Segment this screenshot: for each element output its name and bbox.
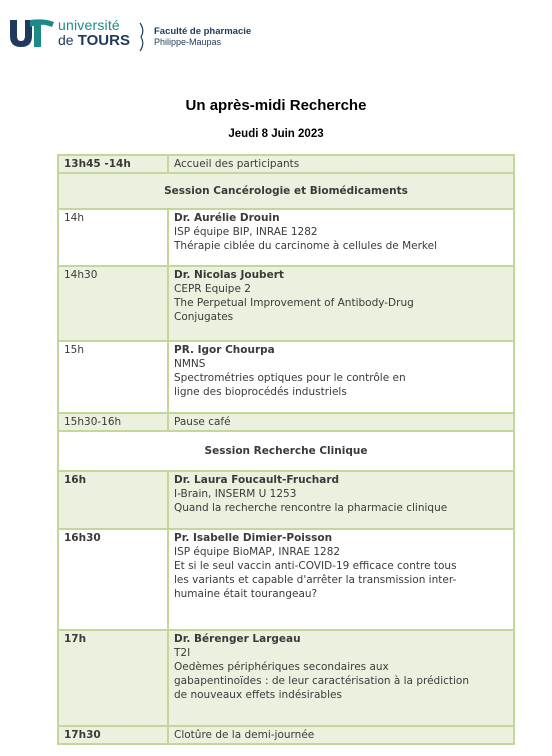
logo-tours-text: TOURS: [77, 32, 130, 49]
program-row: [58, 266, 514, 341]
separator-brace-icon: [139, 22, 147, 52]
page-title: Un après-midi Recherche: [185, 97, 367, 114]
faculty-name: Faculté de pharmacie: [154, 26, 252, 37]
speaker-name: Dr. Nicolas Joubert: [174, 269, 284, 281]
speaker-name: Dr. Bérenger Largeau: [174, 633, 301, 645]
program-row: [58, 471, 514, 529]
time-cell: 14h30: [58, 266, 168, 341]
talk-cell: [168, 341, 514, 413]
time-cell: 16h30: [58, 529, 168, 630]
time-cell: 14h: [58, 209, 168, 266]
talk-cell: [168, 630, 514, 726]
program-row: [58, 726, 514, 744]
talk-cell: [168, 471, 514, 529]
time-cell: 16h: [58, 471, 168, 529]
talk-title: The Perpetual Improvement of Antibody-Drug: [174, 297, 414, 309]
talk-title-cont: humaine était tourangeau?: [174, 588, 318, 600]
time-cell: 17h: [58, 630, 168, 726]
speaker-name: PR. Igor Chourpa: [174, 344, 275, 356]
talk-title-cont: Conjugates: [174, 311, 234, 323]
talk-title: Oedèmes périphériques secondaires aux: [174, 661, 389, 673]
program-row: [58, 413, 514, 431]
program-row: [58, 209, 514, 266]
speaker-affiliation: ISP équipe BIP, INRAE 1282: [174, 226, 318, 238]
speaker-affiliation: ISP équipe BioMAP, INRAE 1282: [174, 546, 341, 558]
activity-cell: Clotûre de la demi-journée: [168, 726, 514, 744]
time-cell: 15h: [58, 341, 168, 413]
program-row: [58, 155, 514, 173]
session-row: [58, 431, 514, 471]
program-row: [58, 630, 514, 726]
talk-title-cont: gabapentinoïdes : de leur caractérisation à la prédiction: [174, 675, 470, 687]
talk-cell: [168, 266, 514, 341]
activity-cell: Pause café: [168, 413, 514, 431]
speaker-affiliation: CEPR Equipe 2: [174, 283, 251, 295]
session-title: Session Cancérologie et Biomédicaments: [58, 173, 514, 209]
talk-title: Spectrométries optiques pour le contrôle en: [174, 372, 406, 384]
program-row: [58, 341, 514, 413]
time-cell: 15h30-16h: [58, 413, 168, 431]
talk-title: Quand la recherche rencontre la pharmacie clinique: [174, 502, 448, 514]
talk-title: Et si le seul vaccin anti-COVID-19 efficace contre tous: [174, 560, 457, 572]
logo-de-text: de: [58, 32, 74, 48]
speaker-name: Dr. Aurélie Drouin: [174, 212, 280, 224]
session-row: [58, 173, 514, 209]
talk-title: Thérapie ciblée du carcinome à cellules de Merkel: [174, 240, 437, 252]
time-cell: 17h30: [58, 726, 168, 744]
faculty-subname: Philippe-Maupas: [154, 37, 222, 47]
talk-title-cont: les variants et capable d'arrêter la transmission inter-: [174, 574, 457, 586]
speaker-name: Pr. Isabelle Dimier-Poisson: [174, 532, 333, 544]
university-logo-icon: [8, 16, 56, 50]
time-cell: 13h45 -14h: [58, 155, 168, 173]
talk-cell: [168, 209, 514, 266]
talk-title-cont: ligne des bioprocédés industriels: [174, 386, 347, 398]
speaker-affiliation: I-Brain, INSERM U 1253: [174, 488, 297, 500]
session-title: Session Recherche Clinique: [58, 431, 514, 471]
logo-university-text: université: [58, 17, 120, 33]
program-row: [58, 529, 514, 630]
talk-title-cont: de nouveaux effets indésirables: [174, 689, 342, 701]
program-table: [57, 154, 515, 745]
activity-cell: Accueil des participants: [168, 155, 514, 173]
header: [8, 14, 308, 54]
speaker-affiliation: T2I: [174, 647, 191, 659]
talk-cell: [168, 529, 514, 630]
speaker-name: Dr. Laura Foucault-Fruchard: [174, 474, 340, 486]
speaker-affiliation: NMNS: [174, 358, 206, 370]
event-date: Jeudi 8 Juin 2023: [228, 128, 324, 140]
